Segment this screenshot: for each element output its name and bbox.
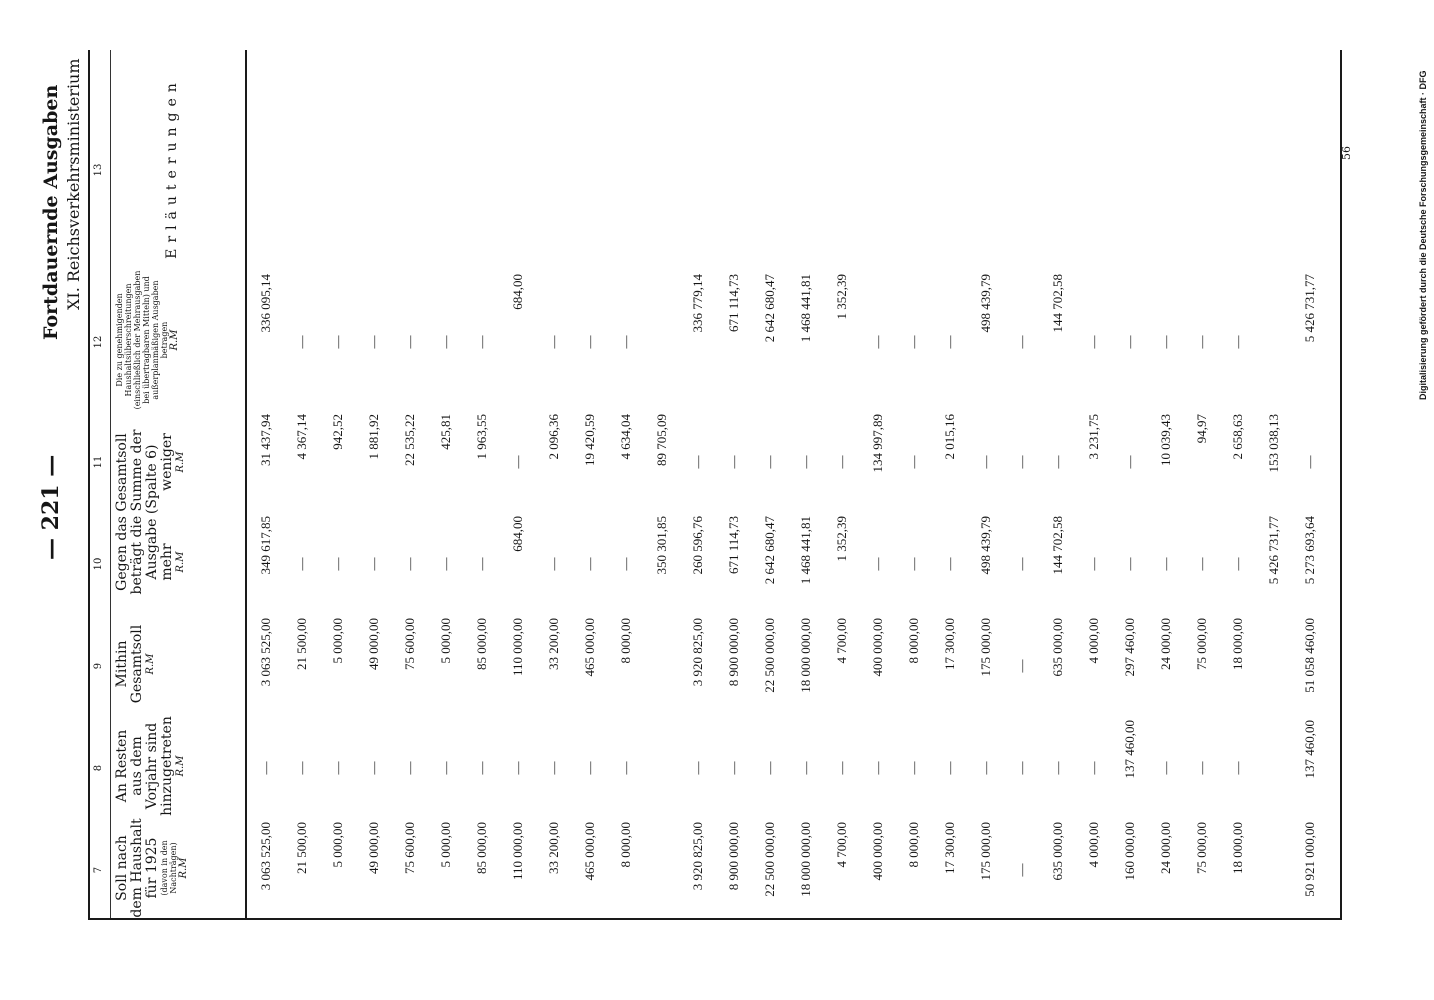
table-cell: — (978, 455, 993, 469)
table-cell: 24 000,00 (1158, 618, 1173, 670)
table-cell: — (258, 761, 273, 775)
table-cell: — (474, 557, 489, 571)
table-cell: 684,00 (510, 516, 525, 552)
table-cell: — (546, 335, 561, 349)
col11-title: weniger (159, 433, 175, 491)
col10-11-title: Gegen das Gesamtsoll beträgt die Summe der Ausgabe (Spalte 6) (114, 429, 160, 595)
table-cell: — (1014, 455, 1029, 469)
table-cell: 22 500 000,00 (762, 618, 777, 693)
table-cell: — (618, 335, 633, 349)
table-cell: — (438, 557, 453, 571)
col9-title: Mithin Gesamtsoll (114, 624, 145, 704)
table-cell: 4 634,04 (618, 414, 633, 460)
table-cell: — (762, 455, 777, 469)
table-cell: 498 439,79 (978, 516, 993, 575)
table-cell: — (618, 761, 633, 775)
digitization-note: Digitalisierung gefördert durch die Deutsche Forschungsgemeinschaft · DFG (1418, 70, 1428, 400)
column-number: 8 (93, 764, 104, 772)
table-cell: 350 301,85 (654, 516, 669, 575)
table-cell: — (366, 557, 381, 571)
table-cell: 137 460,00 (1122, 720, 1137, 779)
table-cell: — (1086, 335, 1101, 349)
table-cell: — (1302, 455, 1317, 469)
colnum-rule (110, 50, 111, 920)
table-body (250, 268, 1335, 918)
table-cell: — (906, 335, 921, 349)
table-cell: 2 658,63 (1230, 414, 1245, 460)
table-cell: 3 063 525,00 (258, 618, 273, 687)
column-number: 9 (93, 662, 104, 670)
table-row (934, 268, 970, 918)
table-cell: 8 000,00 (906, 618, 921, 664)
col13-title: Erläuterungen (164, 77, 180, 259)
col10-unit: R.M (175, 551, 186, 573)
table-cell: 671 114,73 (726, 516, 741, 575)
table-cell: — (438, 335, 453, 349)
table-cell: — (1158, 761, 1173, 775)
col8-title: An Resten aus dem Vorjahr sind hinzugetreten (114, 716, 175, 816)
table-cell: 2 015,16 (942, 414, 957, 460)
table-cell: 2 096,36 (546, 414, 561, 460)
table-cell: — (546, 557, 561, 571)
table-cell: 33 200,00 (546, 822, 561, 874)
table-row (1006, 268, 1042, 918)
table-row (646, 268, 682, 918)
table-cell: 85 000,00 (474, 618, 489, 670)
table-cell: — (1014, 863, 1029, 877)
col12-title: Die zu genehmigenden Haushaltsüberschreitungen (einschließlich der Mehrausgaben bei übertragbaren Mitteln) und außerplanmäßigen Ausgaben betragen (115, 270, 169, 410)
table-row (790, 268, 826, 918)
table-cell: — (942, 335, 957, 349)
table-cell: 3 920 825,00 (690, 618, 705, 687)
table-cell: — (726, 455, 741, 469)
table-cell: 336 095,14 (258, 274, 273, 333)
table-cell: 465 000,00 (582, 618, 597, 677)
table-cell: 22 500 000,00 (762, 822, 777, 897)
table-cell: — (1158, 335, 1173, 349)
col7-unit: R.M (178, 857, 189, 879)
table-cell: — (1086, 761, 1101, 775)
table-cell: 18 000,00 (1230, 618, 1245, 670)
table-cell: — (906, 761, 921, 775)
table-cell: — (366, 335, 381, 349)
table-cell: — (1014, 659, 1029, 673)
table-cell: 1 468 441,81 (798, 516, 813, 585)
table-cell: 18 000,00 (1230, 822, 1245, 874)
table-cell: — (1122, 335, 1137, 349)
col7-title: Soll nach dem Haushalt für 1925 (114, 818, 160, 918)
table-cell: — (690, 761, 705, 775)
col13-header (115, 68, 243, 268)
col9-header (115, 614, 243, 714)
table-cell: 50 921 000,00 (1302, 822, 1317, 897)
column-number: 7 (93, 866, 104, 874)
table-cell: 19 420,59 (582, 414, 597, 466)
table-cell: — (1158, 557, 1173, 571)
col11-unit: R.M (175, 451, 186, 473)
table-row (1150, 268, 1186, 918)
col10-11-header (115, 412, 243, 612)
table-cell: — (1194, 761, 1209, 775)
table-row (718, 268, 754, 918)
table-cell: — (294, 335, 309, 349)
table-cell: 5 426 731,77 (1266, 516, 1281, 585)
table-cell: 49 000,00 (366, 822, 381, 874)
table-cell: 671 114,73 (726, 274, 741, 333)
table-cell: 635 000,00 (1050, 618, 1065, 677)
table-row (682, 268, 718, 918)
table-cell: 8 000,00 (906, 822, 921, 868)
table-cell: — (870, 335, 885, 349)
table-row (430, 268, 466, 918)
table-cell: 5 000,00 (330, 618, 345, 664)
table-cell: 153 038,13 (1266, 414, 1281, 473)
table-row (394, 268, 430, 918)
table-cell: 635 000,00 (1050, 822, 1065, 881)
table-cell: — (870, 761, 885, 775)
table-cell: 137 460,00 (1302, 720, 1317, 779)
table-row (1258, 268, 1294, 918)
table-cell: 1 352,39 (834, 516, 849, 562)
table-cell: 21 500,00 (294, 618, 309, 670)
table-row (1294, 268, 1330, 918)
table-cell: 942,52 (330, 414, 345, 450)
table-row (826, 268, 862, 918)
table-row (1078, 268, 1114, 918)
table-cell: 336 779,14 (690, 274, 705, 333)
table-cell: 3 920 825,00 (690, 822, 705, 891)
table-cell: 465 000,00 (582, 822, 597, 881)
table-cell: 24 000,00 (1158, 822, 1173, 874)
table-cell: 684,00 (510, 274, 525, 310)
table-cell: 297 460,00 (1122, 618, 1137, 677)
table-cell: 18 000 000,00 (798, 618, 813, 693)
table-cell: — (1230, 557, 1245, 571)
table-cell: — (330, 761, 345, 775)
col9-unit: R.M (145, 653, 156, 675)
table-cell: — (1086, 557, 1101, 571)
table-cell: 33 200,00 (546, 618, 561, 670)
table-cell: — (618, 557, 633, 571)
col8-header (115, 716, 243, 816)
table-cell: 17 300,00 (942, 822, 957, 874)
table-cell: 5 000,00 (438, 822, 453, 868)
table-row (1042, 268, 1078, 918)
table-cell: 425,81 (438, 414, 453, 450)
table-cell: — (474, 761, 489, 775)
table-cell: 4 700,00 (834, 822, 849, 868)
table-cell: 2 642 680,47 (762, 274, 777, 343)
table-cell: — (942, 761, 957, 775)
table-cell: 75 600,00 (402, 618, 417, 670)
col7-note: (davon in den Nachträgen) (160, 840, 178, 896)
table-cell: 49 000,00 (366, 618, 381, 670)
table-cell: — (510, 761, 525, 775)
table-cell: — (798, 761, 813, 775)
table-cell: 400 000,00 (870, 618, 885, 677)
table-row (862, 268, 898, 918)
table-cell: 75 000,00 (1194, 822, 1209, 874)
table-cell: — (906, 455, 921, 469)
table-cell: — (1014, 557, 1029, 571)
table-cell: — (510, 455, 525, 469)
col8-unit: R.M (175, 755, 186, 777)
table-cell: 89 705,09 (654, 414, 669, 466)
table-cell: — (690, 455, 705, 469)
table-cell: 8 000,00 (618, 618, 633, 664)
table-cell: — (1194, 557, 1209, 571)
table-row (322, 268, 358, 918)
table-cell: — (366, 761, 381, 775)
table-cell: 160 000,00 (1122, 822, 1137, 881)
col12-header (115, 270, 243, 410)
table-cell: 498 439,79 (978, 274, 993, 333)
page-title: Fortdauernde Ausgaben (40, 84, 62, 340)
table-cell: — (1230, 761, 1245, 775)
table-cell: — (834, 761, 849, 775)
table-cell: — (870, 557, 885, 571)
table-cell: — (1014, 335, 1029, 349)
table-cell: 31 437,94 (258, 414, 273, 466)
table-cell: — (906, 557, 921, 571)
table-cell: — (294, 761, 309, 775)
table-row (970, 268, 1006, 918)
table-row (574, 268, 610, 918)
table-cell: — (762, 761, 777, 775)
bottom-rule (1340, 50, 1342, 920)
column-number: 11 (93, 455, 104, 469)
table-cell: — (582, 557, 597, 571)
table-cell: 110 000,00 (510, 618, 525, 677)
table-cell: 17 300,00 (942, 618, 957, 670)
table-cell: — (1230, 335, 1245, 349)
column-number: 10 (93, 557, 104, 571)
table-cell: 5 273 693,64 (1302, 516, 1317, 585)
left-edge (88, 918, 1342, 920)
table-cell: — (582, 761, 597, 775)
table-cell: 3 063 525,00 (258, 822, 273, 891)
table-cell: 75 600,00 (402, 822, 417, 874)
col10-title: mehr (159, 543, 175, 581)
table-cell: 134 997,89 (870, 414, 885, 473)
table-cell: — (1122, 455, 1137, 469)
table-row (1114, 268, 1150, 918)
table-cell: — (402, 557, 417, 571)
table-row (898, 268, 934, 918)
table-cell: 144 702,58 (1050, 274, 1065, 333)
table-cell: — (402, 761, 417, 775)
table-cell: — (330, 335, 345, 349)
table-row (610, 268, 646, 918)
table-cell: — (582, 335, 597, 349)
top-rule (88, 50, 90, 920)
table-cell: — (294, 557, 309, 571)
table-row (538, 268, 574, 918)
table-cell: 5 000,00 (438, 618, 453, 664)
table-row (1186, 268, 1222, 918)
table-cell: 1 881,92 (366, 414, 381, 460)
page-subtitle: XI. Reichsverkehrsministerium (64, 58, 83, 310)
col7-header (115, 818, 243, 918)
table-cell: — (942, 557, 957, 571)
table-row (286, 268, 322, 918)
table-cell: 175 000,00 (978, 822, 993, 881)
table-cell: 260 596,76 (690, 516, 705, 575)
table-cell: 8 900 000,00 (726, 618, 741, 687)
table-cell: 400 000,00 (870, 822, 885, 881)
table-row (754, 268, 790, 918)
table-cell: — (1194, 335, 1209, 349)
table-cell: — (1122, 557, 1137, 571)
table-row (466, 268, 502, 918)
column-number: 13 (93, 163, 104, 177)
table-cell: 21 500,00 (294, 822, 309, 874)
table-cell: — (726, 761, 741, 775)
table-cell: 1 963,55 (474, 414, 489, 460)
table-cell: 175 000,00 (978, 618, 993, 677)
table-cell: 349 617,85 (258, 516, 273, 575)
table-cell: — (1050, 455, 1065, 469)
table-cell: — (834, 455, 849, 469)
table-cell: 18 000 000,00 (798, 822, 813, 897)
col12-unit: R.M (169, 329, 180, 351)
table-cell: 75 000,00 (1194, 618, 1209, 670)
table-cell: 94,97 (1194, 414, 1209, 444)
table-cell: 85 000,00 (474, 822, 489, 874)
table-cell: — (402, 335, 417, 349)
table-cell: 5 426 731,77 (1302, 274, 1317, 343)
table-cell: 4 367,14 (294, 414, 309, 460)
table-cell: — (330, 557, 345, 571)
corner-number: 56 (1340, 146, 1353, 160)
table-cell: 144 702,58 (1050, 516, 1065, 575)
table-cell: — (474, 335, 489, 349)
table-cell: 1 468 441,81 (798, 274, 813, 343)
table-cell: 4 700,00 (834, 618, 849, 664)
table-cell: 10 039,43 (1158, 414, 1173, 466)
table-cell: — (438, 761, 453, 775)
table-cell: — (798, 455, 813, 469)
table-cell: 4 000,00 (1086, 822, 1101, 868)
table-cell: — (546, 761, 561, 775)
table-cell: 51 058 460,00 (1302, 618, 1317, 693)
table-cell: — (1050, 761, 1065, 775)
table-cell: 22 535,22 (402, 414, 417, 466)
table-cell: 8 000,00 (618, 822, 633, 868)
table-row (502, 268, 538, 918)
table-row (358, 268, 394, 918)
page-number: — 221 — (38, 454, 64, 560)
header-bottom-rule (245, 50, 247, 920)
table-cell: 3 231,75 (1086, 414, 1101, 460)
table-row (1222, 268, 1258, 918)
column-number: 12 (93, 335, 104, 349)
table-row (250, 268, 286, 918)
table-cell: — (1014, 761, 1029, 775)
table-cell: 4 000,00 (1086, 618, 1101, 664)
table-cell: 110 000,00 (510, 822, 525, 881)
table-cell: 5 000,00 (330, 822, 345, 868)
table-cell: 1 352,39 (834, 274, 849, 320)
table-cell: — (978, 761, 993, 775)
table-cell: 2 642 680,47 (762, 516, 777, 585)
table-cell: 8 900 000,00 (726, 822, 741, 891)
